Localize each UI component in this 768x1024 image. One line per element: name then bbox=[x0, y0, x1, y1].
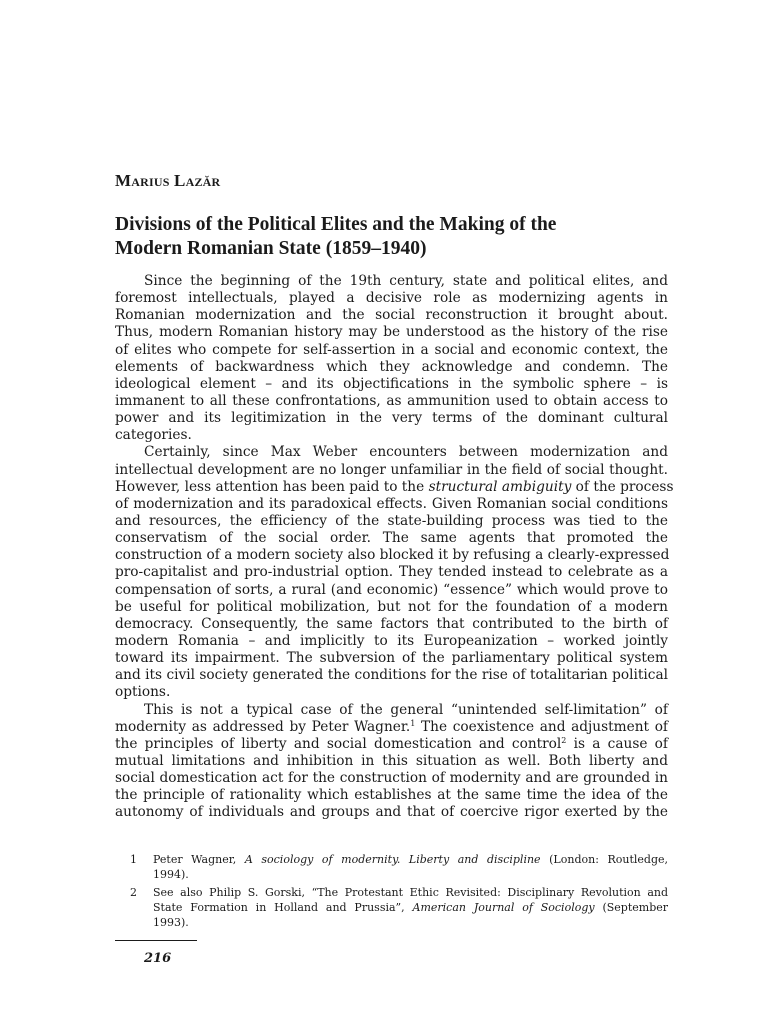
text-line: of modernization and its paradoxical effects. Given Romanian social conditions bbox=[115, 495, 668, 512]
text-segment: However, less attention has been paid to the bbox=[115, 478, 429, 495]
text-segment: the principles of liberty and social domestication and control bbox=[115, 735, 562, 752]
text-line: Certainly, since Max Weber encounters between modernization and bbox=[144, 444, 668, 461]
page-number-rule bbox=[115, 940, 197, 941]
title-line-1: Divisions of the Political Elites and the Making of the bbox=[115, 214, 557, 235]
footnote-ref-2[interactable]: 2 bbox=[561, 735, 567, 745]
author-name: Marius Lazăr bbox=[115, 171, 221, 190]
text-line: democracy. Consequently, the same factors that contributed to the birth of bbox=[115, 615, 668, 632]
footnotes bbox=[115, 852, 668, 932]
text-line: This is not a typical case of the general “unintended self-limitation” of bbox=[144, 701, 668, 718]
text-line: construction of a modern society also blocked it by refusing a clearly-expressed bbox=[115, 547, 670, 564]
footnote-1 bbox=[115, 852, 668, 883]
text-line bbox=[115, 478, 674, 496]
text-line: pro-capitalist and pro-industrial option. They tended instead to celebrate as a bbox=[115, 564, 668, 581]
text-segment: modernity as addressed by Peter Wagner. bbox=[115, 718, 411, 735]
journal-title: American Journal of Sociology bbox=[412, 900, 595, 914]
text-line: elements of backwardness which they acknowledge and condemn. The bbox=[115, 358, 668, 375]
text-line: toward its impairment. The subversion of the parliamentary political system bbox=[115, 650, 668, 667]
text-line: of elites who compete for self-assertion in a social and economic context, the bbox=[115, 341, 668, 358]
text-line: intellectual development are no longer unfamiliar in the field of social thought. bbox=[115, 461, 668, 478]
text-line: Romanian modernization and the social reconstruction it brought about. bbox=[115, 307, 668, 324]
footnote-ref-1[interactable]: 1 bbox=[410, 718, 416, 728]
footnote-number: 2 bbox=[130, 885, 137, 899]
text-line: foremost intellectuals, played a decisive role as modernizing agents in bbox=[115, 290, 668, 307]
text-line: options. bbox=[115, 684, 171, 701]
text-line: Since the beginning of the 19th century, state and political elites, and bbox=[144, 273, 668, 289]
article-title bbox=[115, 213, 668, 261]
text-line: compensation of sorts, a rural (and economic) “essence” which would prove to bbox=[115, 581, 668, 598]
text-line: social domestication act for the construction of modernity and are grounded in bbox=[115, 770, 668, 787]
text-segment: of the process bbox=[571, 478, 674, 495]
text-line: ideological element – and its objectifications in the symbolic sphere – is bbox=[115, 375, 668, 392]
text-segment: is a cause of bbox=[566, 735, 668, 752]
book-page bbox=[115, 0, 674, 1024]
text-line: and its civil society generated the conditions for the rise of totalitarian political bbox=[115, 667, 668, 684]
text-line bbox=[115, 736, 668, 753]
paragraph-1 bbox=[115, 273, 668, 444]
text-line: modern Romania – and implicitly to its Europeanization – worked jointly bbox=[115, 632, 668, 649]
footnote-line: See also Philip S. Gorski, “The Protestant Ethic Revisited: Disciplinary Revolution and bbox=[153, 885, 668, 899]
body-text bbox=[115, 273, 674, 822]
page-number: 216 bbox=[144, 951, 172, 966]
footnote-line: 1994). bbox=[153, 868, 189, 882]
footnote-line bbox=[153, 852, 668, 867]
title-line-2: Modern Romanian State (1859–1940) bbox=[115, 238, 427, 259]
text-segment: Peter Wagner, bbox=[153, 853, 245, 866]
paragraph-3 bbox=[115, 702, 668, 822]
text-line: the principle of rationality which establishes at the same time the idea of the bbox=[115, 787, 668, 804]
footnote-number: 1 bbox=[130, 853, 137, 866]
text-line: and resources, the efficiency of the state-building process was tied to the bbox=[115, 512, 668, 529]
text-line: Thus, modern Romanian history may be understood as the history of the rise bbox=[115, 324, 668, 341]
text-line bbox=[115, 719, 668, 736]
footnote-line bbox=[153, 900, 668, 915]
emphasis-structural-ambiguity: structural ambiguity bbox=[428, 478, 572, 495]
text-line: conservatism of the social order. The same agents that promoted the bbox=[115, 530, 668, 547]
footnote-2 bbox=[115, 885, 668, 931]
text-segment: State Formation in Holland and Prussia”, bbox=[153, 900, 413, 914]
text-line: categories. bbox=[115, 427, 192, 444]
text-line: immanent to all these confrontations, as ammunition used to obtain access to bbox=[115, 392, 668, 409]
text-segment: (London: Routledge, bbox=[540, 853, 668, 866]
text-line: be useful for political mobilization, but not for the foundation of a modern bbox=[115, 598, 668, 615]
text-segment: (September bbox=[594, 900, 669, 914]
paragraph-2 bbox=[115, 444, 674, 701]
text-line: mutual limitations and inhibition in this situation as well. Both liberty and bbox=[115, 752, 668, 769]
text-line: autonomy of individuals and groups and that of coercive rigor exerted by the bbox=[115, 804, 668, 821]
text-line: power and its legitimization in the very terms of the dominant cultural bbox=[115, 410, 668, 427]
text-segment: The coexistence and adjustment of bbox=[415, 718, 668, 735]
book-title: A sociology of modernity. Liberty and discipline bbox=[244, 853, 541, 866]
footnote-line: 1993). bbox=[153, 916, 189, 930]
